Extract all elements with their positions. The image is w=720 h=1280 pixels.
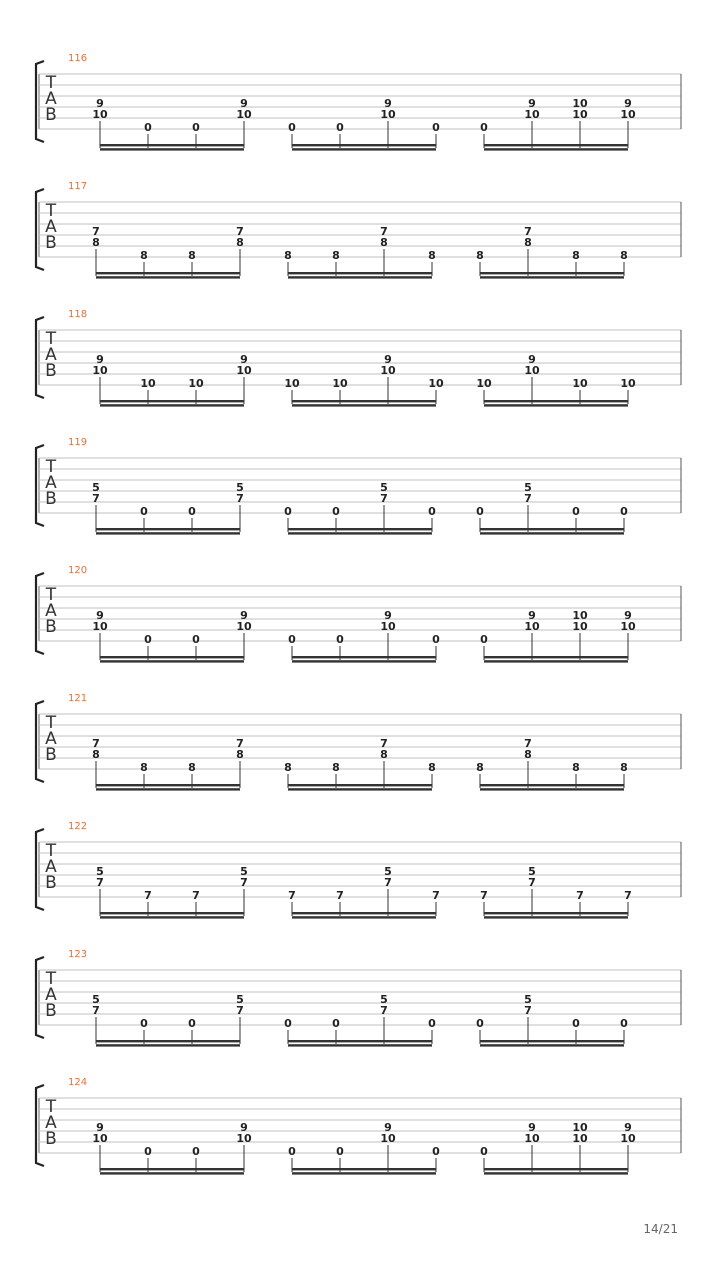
beam — [288, 276, 432, 278]
beam — [484, 1168, 628, 1170]
fret-number: 5 — [524, 481, 532, 494]
measure-number: 120 — [68, 565, 88, 576]
beam — [292, 404, 436, 406]
beam — [288, 532, 432, 534]
fret-number: 9 — [240, 97, 248, 110]
tab-clef-letter: B — [45, 617, 57, 637]
beam — [292, 660, 436, 662]
fret-number: 7 — [576, 889, 584, 902]
fret-number: 8 — [428, 761, 436, 774]
fret-number: 9 — [384, 609, 392, 622]
fret-number: 5 — [240, 865, 248, 878]
tab-clef-letter: B — [45, 105, 57, 125]
fret-number: 10 — [236, 620, 252, 633]
system-bracket — [36, 1085, 44, 1166]
beam — [100, 144, 244, 146]
fret-number: 10 — [620, 108, 636, 121]
fret-number: 10 — [236, 364, 252, 377]
tab-clef-letter: T — [45, 713, 57, 733]
beam — [480, 528, 624, 530]
beam — [288, 1044, 432, 1046]
tab-system — [36, 437, 681, 535]
fret-number: 10 — [620, 1132, 636, 1145]
fret-number: 10 — [572, 609, 588, 622]
fret-number: 0 — [432, 1145, 440, 1158]
fret-number: 10 — [524, 364, 540, 377]
beam — [480, 788, 624, 790]
fret-number: 10 — [524, 620, 540, 633]
fret-number: 7 — [92, 737, 100, 750]
fret-number: 0 — [192, 1145, 200, 1158]
beam — [288, 784, 432, 786]
fret-number: 5 — [96, 865, 104, 878]
fret-number: 8 — [476, 761, 484, 774]
beam — [292, 912, 436, 914]
beam — [96, 532, 240, 534]
fret-number: 10 — [380, 108, 396, 121]
beam — [484, 148, 628, 150]
fret-number: 8 — [332, 761, 340, 774]
fret-number: 9 — [528, 1121, 536, 1134]
fret-number: 0 — [144, 121, 152, 134]
tab-clef-letter: T — [45, 457, 57, 477]
tab-clef-letter: A — [45, 345, 57, 365]
tab-clef-letter: T — [45, 841, 57, 861]
beam — [100, 1168, 244, 1170]
beam — [484, 656, 628, 658]
tab-clef-letter: T — [45, 329, 57, 349]
fret-number: 7 — [92, 492, 100, 505]
tab-system — [36, 309, 681, 407]
fret-number: 10 — [380, 1132, 396, 1145]
measure-number: 124 — [68, 1077, 88, 1088]
fret-number: 0 — [284, 505, 292, 518]
fret-number: 9 — [240, 1121, 248, 1134]
fret-number: 0 — [288, 633, 296, 646]
fret-number: 7 — [192, 889, 200, 902]
fret-number: 0 — [140, 505, 148, 518]
fret-number: 8 — [620, 761, 628, 774]
fret-number: 7 — [96, 876, 104, 889]
beam — [100, 148, 244, 150]
beam — [96, 1040, 240, 1042]
fret-number: 10 — [572, 97, 588, 110]
fret-number: 5 — [524, 993, 532, 1006]
fret-number: 9 — [96, 353, 104, 366]
fret-number: 10 — [428, 377, 444, 390]
beam — [100, 916, 244, 918]
tab-clef-letter: A — [45, 217, 57, 237]
measure-number: 123 — [68, 949, 88, 960]
fret-number: 8 — [92, 236, 100, 249]
fret-number: 10 — [524, 108, 540, 121]
page-number: 14/21 — [643, 1222, 678, 1236]
fret-number: 10 — [572, 1132, 588, 1145]
tab-clef-letter: B — [45, 873, 57, 893]
fret-number: 5 — [384, 865, 392, 878]
fret-number: 5 — [236, 481, 244, 494]
fret-number: 7 — [236, 225, 244, 238]
fret-number: 7 — [432, 889, 440, 902]
fret-number: 5 — [380, 481, 388, 494]
beam — [484, 916, 628, 918]
beam — [292, 148, 436, 150]
fret-number: 7 — [236, 492, 244, 505]
fret-number: 10 — [92, 108, 108, 121]
beam — [96, 788, 240, 790]
fret-number: 7 — [384, 876, 392, 889]
beam — [292, 656, 436, 658]
fret-number: 10 — [380, 620, 396, 633]
tab-system — [36, 821, 681, 919]
fret-number: 0 — [192, 633, 200, 646]
measure-number: 119 — [68, 437, 88, 448]
fret-number: 9 — [96, 1121, 104, 1134]
measure-number: 122 — [68, 821, 88, 832]
tab-system — [36, 565, 681, 663]
fret-number: 5 — [380, 993, 388, 1006]
fret-number: 10 — [572, 108, 588, 121]
fret-number: 9 — [96, 609, 104, 622]
fret-number: 7 — [524, 737, 532, 750]
beam — [484, 912, 628, 914]
tab-clef-letter: A — [45, 601, 57, 621]
fret-number: 7 — [236, 1004, 244, 1017]
system-bracket — [36, 317, 44, 398]
fret-number: 10 — [92, 364, 108, 377]
fret-number: 0 — [572, 505, 580, 518]
tab-clef-letter: T — [45, 201, 57, 221]
fret-number: 0 — [288, 1145, 296, 1158]
fret-number: 0 — [480, 633, 488, 646]
beam — [292, 1172, 436, 1174]
fret-number: 9 — [624, 97, 632, 110]
fret-number: 8 — [524, 236, 532, 249]
beam — [292, 1168, 436, 1170]
fret-number: 5 — [92, 481, 100, 494]
beam — [288, 272, 432, 274]
fret-number: 9 — [528, 609, 536, 622]
fret-number: 10 — [236, 1132, 252, 1145]
beam — [96, 272, 240, 274]
fret-number: 0 — [144, 633, 152, 646]
fret-number: 10 — [92, 1132, 108, 1145]
fret-number: 9 — [240, 609, 248, 622]
fret-number: 5 — [92, 993, 100, 1006]
fret-number: 9 — [240, 353, 248, 366]
fret-number: 7 — [380, 492, 388, 505]
beam — [480, 784, 624, 786]
fret-number: 5 — [528, 865, 536, 878]
tab-clef-letter: B — [45, 1001, 57, 1021]
beam — [480, 1040, 624, 1042]
beam — [480, 1044, 624, 1046]
fret-number: 7 — [240, 876, 248, 889]
tab-system — [36, 53, 681, 151]
fret-number: 0 — [572, 1017, 580, 1030]
fret-number: 0 — [192, 121, 200, 134]
measure-number: 117 — [68, 181, 88, 192]
fret-number: 8 — [332, 249, 340, 262]
fret-number: 0 — [140, 1017, 148, 1030]
tab-clef-letter: A — [45, 985, 57, 1005]
tab-clef-letter: A — [45, 729, 57, 749]
beam — [292, 144, 436, 146]
tab-clef-letter: B — [45, 1129, 57, 1149]
fret-number: 8 — [380, 236, 388, 249]
beam — [288, 1040, 432, 1042]
beam — [292, 916, 436, 918]
fret-number: 8 — [572, 761, 580, 774]
measure-number: 118 — [68, 309, 88, 320]
tab-clef-letter: T — [45, 73, 57, 93]
fret-number: 0 — [620, 505, 628, 518]
tab-clef-letter: T — [45, 585, 57, 605]
fret-number: 5 — [236, 993, 244, 1006]
fret-number: 9 — [528, 353, 536, 366]
tab-clef-letter: T — [45, 1097, 57, 1117]
fret-number: 8 — [476, 249, 484, 262]
fret-number: 7 — [524, 1004, 532, 1017]
fret-number: 7 — [528, 876, 536, 889]
system-bracket — [36, 829, 44, 910]
fret-number: 9 — [384, 1121, 392, 1134]
fret-number: 7 — [380, 225, 388, 238]
tab-system — [36, 949, 681, 1047]
fret-number: 8 — [284, 761, 292, 774]
tab-clef-letter: A — [45, 473, 57, 493]
fret-number: 0 — [428, 505, 436, 518]
fret-number: 9 — [384, 97, 392, 110]
fret-number: 7 — [92, 1004, 100, 1017]
fret-number: 7 — [380, 737, 388, 750]
beam — [288, 528, 432, 530]
system-bracket — [36, 189, 44, 270]
system-bracket — [36, 573, 44, 654]
fret-number: 10 — [620, 377, 636, 390]
tab-clef-letter: T — [45, 969, 57, 989]
fret-number: 9 — [624, 609, 632, 622]
beam — [100, 656, 244, 658]
beam — [96, 276, 240, 278]
system-bracket — [36, 957, 44, 1038]
fret-number: 7 — [624, 889, 632, 902]
fret-number: 10 — [524, 1132, 540, 1145]
beam — [484, 404, 628, 406]
fret-number: 7 — [236, 737, 244, 750]
fret-number: 7 — [288, 889, 296, 902]
beam — [484, 660, 628, 662]
fret-number: 0 — [476, 1017, 484, 1030]
fret-number: 0 — [336, 1145, 344, 1158]
beam — [96, 1044, 240, 1046]
fret-number: 8 — [92, 748, 100, 761]
tab-system — [36, 181, 681, 279]
fret-number: 0 — [476, 505, 484, 518]
fret-number: 0 — [188, 505, 196, 518]
fret-number: 9 — [624, 1121, 632, 1134]
beam — [100, 660, 244, 662]
tab-clef-letter: A — [45, 857, 57, 877]
beam — [484, 1172, 628, 1174]
fret-number: 7 — [524, 225, 532, 238]
fret-number: 10 — [332, 377, 348, 390]
fret-number: 10 — [284, 377, 300, 390]
beam — [100, 1172, 244, 1174]
tab-clef-letter: B — [45, 745, 57, 765]
tab-clef-letter: A — [45, 1113, 57, 1133]
tab-system — [36, 693, 681, 791]
fret-number: 0 — [480, 1145, 488, 1158]
beam — [96, 784, 240, 786]
tab-clef-letter: A — [45, 89, 57, 109]
fret-number: 10 — [572, 377, 588, 390]
fret-number: 10 — [572, 620, 588, 633]
beam — [480, 276, 624, 278]
fret-number: 8 — [236, 236, 244, 249]
beam — [100, 404, 244, 406]
fret-number: 10 — [92, 620, 108, 633]
tab-clef-letter: B — [45, 361, 57, 381]
beam — [484, 400, 628, 402]
beam — [100, 400, 244, 402]
system-bracket — [36, 445, 44, 526]
measure-number: 121 — [68, 693, 88, 704]
fret-number: 10 — [380, 364, 396, 377]
beam — [480, 272, 624, 274]
fret-number: 7 — [144, 889, 152, 902]
fret-number: 0 — [332, 505, 340, 518]
fret-number: 10 — [188, 377, 204, 390]
fret-number: 10 — [572, 1121, 588, 1134]
fret-number: 0 — [432, 121, 440, 134]
fret-number: 7 — [380, 1004, 388, 1017]
fret-number: 10 — [140, 377, 156, 390]
fret-number: 7 — [336, 889, 344, 902]
fret-number: 8 — [188, 249, 196, 262]
fret-number: 9 — [384, 353, 392, 366]
fret-number: 8 — [428, 249, 436, 262]
fret-number: 8 — [380, 748, 388, 761]
fret-number: 8 — [140, 249, 148, 262]
fret-number: 7 — [92, 225, 100, 238]
fret-number: 8 — [524, 748, 532, 761]
beam — [484, 144, 628, 146]
fret-number: 8 — [572, 249, 580, 262]
beam — [100, 912, 244, 914]
beam — [292, 400, 436, 402]
fret-number: 0 — [144, 1145, 152, 1158]
fret-number: 8 — [620, 249, 628, 262]
fret-number: 10 — [476, 377, 492, 390]
fret-number: 0 — [336, 121, 344, 134]
fret-number: 8 — [188, 761, 196, 774]
fret-number: 0 — [432, 633, 440, 646]
system-bracket — [36, 61, 44, 142]
beam — [288, 788, 432, 790]
fret-number: 0 — [188, 1017, 196, 1030]
fret-number: 0 — [284, 1017, 292, 1030]
fret-number: 8 — [236, 748, 244, 761]
fret-number: 7 — [524, 492, 532, 505]
fret-number: 0 — [428, 1017, 436, 1030]
fret-number: 0 — [620, 1017, 628, 1030]
fret-number: 8 — [284, 249, 292, 262]
fret-number: 9 — [528, 97, 536, 110]
fret-number: 8 — [140, 761, 148, 774]
system-bracket — [36, 701, 44, 782]
measure-number: 116 — [68, 53, 88, 64]
tab-system — [36, 1077, 681, 1175]
tab-clef-letter: B — [45, 489, 57, 509]
fret-number: 7 — [480, 889, 488, 902]
fret-number: 0 — [480, 121, 488, 134]
beam — [480, 532, 624, 534]
fret-number: 0 — [288, 121, 296, 134]
tab-clef-letter: B — [45, 233, 57, 253]
fret-number: 9 — [96, 97, 104, 110]
fret-number: 0 — [332, 1017, 340, 1030]
fret-number: 0 — [336, 633, 344, 646]
fret-number: 10 — [620, 620, 636, 633]
beam — [96, 528, 240, 530]
fret-number: 10 — [236, 108, 252, 121]
